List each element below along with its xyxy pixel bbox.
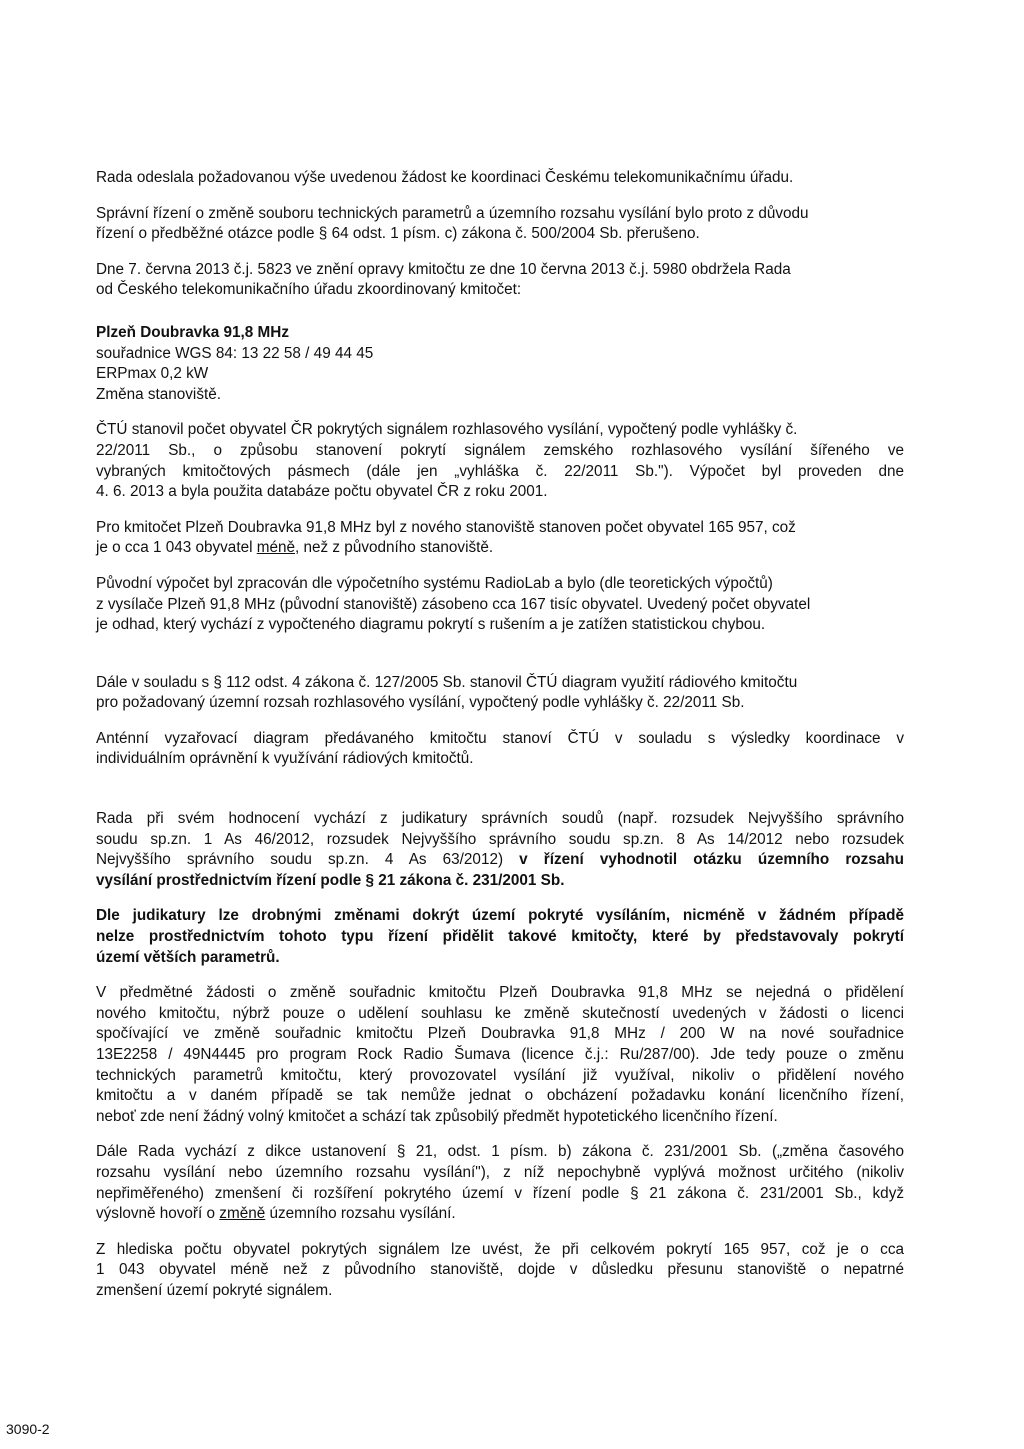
text-line: soudu sp.zn. 1 As 46/2012, rozsudek Nejvyššího správního soudu sp.zn. 8 As 14/2012 nebo rozsudek	[96, 830, 904, 848]
text-line: je odhad, který vychází z vypočteného diagramu pokrytí s rušením a je zatížen statistickou chybou.	[96, 616, 766, 634]
paragraph-population-calc	[96, 420, 904, 502]
paragraph-case-law	[96, 809, 904, 891]
text-line: rozsahu vysílání nebo územního rozsahu vysílání"), z níž nepochybně vyplývá možnost určitého (nikoliv	[96, 1163, 904, 1181]
text-line: Dle judikatury lze drobnými změnami dokrýt území pokryté vysíláním, nicméně v žádném případě	[96, 907, 904, 925]
station-name: Plzeň Doubravka 91,8 MHz	[96, 323, 289, 341]
paragraph-coverage-conclusion	[96, 1240, 904, 1302]
paragraph-antenna-diagram	[96, 729, 904, 770]
station-change: Změna stanoviště.	[96, 385, 221, 403]
paragraph-proceedings-interrupted	[96, 204, 904, 245]
station-erp: ERPmax 0,2 kW	[96, 365, 209, 383]
paragraph-original-calc	[96, 574, 904, 636]
text-line: kmitočtu a v daném případě se tak nemůže jednat o obcházení požadavku konání licenčního řízení,	[96, 1087, 904, 1105]
paragraph-case-law-conclusion	[96, 906, 904, 968]
text-line: vybraných kmitočtových pásmech (dále jen „vyhláška č. 22/2011 Sb."). Výpočet byl proveden dne	[96, 462, 904, 480]
text-line: technických parametrů kmitočtu, který provozovatel vysílání již využíval, nikoliv o přidělení nového	[96, 1066, 904, 1084]
text-line: nového kmitočtu, nýbrž pouze o udělení souhlasu ke změně skutečností uvedených v žádosti o licenci	[96, 1004, 904, 1022]
text-line: vysílání prostřednictvím řízení podle § 21 zákona č. 231/2001 Sb.	[96, 871, 565, 889]
text-line: Rada při svém hodnocení vychází z judikatury správních soudů (např. rozsudek Nejvyššího správního	[96, 810, 904, 828]
underlined-word: méně	[256, 539, 295, 557]
text-line: individuálním oprávnění k využívání rádiových kmitočtů.	[96, 750, 474, 768]
station-coords: souřadnice WGS 84: 13 22 58 / 49 44 45	[96, 344, 374, 362]
text-line: 1 043 obyvatel méně než z původního stanoviště, dojde v důsledku přesunu stanoviště o nepatrné	[96, 1261, 904, 1279]
underlined-word: změně	[219, 1205, 266, 1223]
text-line: spočívající ve změně souřadnic kmitočtu Plzeň Doubravka 91,8 MHz / 200 W na nové souřadnice	[96, 1025, 904, 1043]
text-line: z vysílače Plzeň 91,8 MHz (původní stanoviště) zásobeno cca 167 tisíc obyvatel. Uvedený počet obyvatel	[96, 595, 811, 613]
text-line: území větších parametrů.	[96, 948, 280, 966]
text-line: Anténní vyzařovací diagram předávaného kmitočtu stanoví ČTÚ v souladu s výsledky koordinace v	[96, 729, 904, 747]
station-block	[96, 323, 904, 405]
text-line: je o cca 1 043 obyvatel méně, než z původního stanoviště.	[96, 539, 494, 557]
text-line: neboť zde není žádný volný kmitočet a schází tak způsobilý předmět hypotetického licenčního řízení.	[96, 1107, 778, 1125]
text-line: Správní řízení o změně souboru technických parametrů a územního rozsahu vysílání bylo proto z důvodu	[96, 204, 809, 222]
paragraph-provision	[96, 1142, 904, 1224]
text-line: Nejvyššího správního soudu sp.zn. 4 As 63/2012) v řízení vyhodnotil otázku územního rozsahu	[96, 851, 904, 869]
text-line: Dne 7. června 2013 č.j. 5823 ve znění opravy kmitočtu ze dne 10 června 2013 č.j. 5980 obdržela Rada	[96, 260, 791, 278]
paragraph-submission	[96, 168, 904, 189]
text-line: pro požadovaný územní rozsah rozhlasového vysílání, vypočtený podle vyhlášky č. 22/2011 Sb.	[96, 694, 745, 712]
paragraph-new-population	[96, 518, 904, 559]
text-line: výslovně hovoří o změně územního rozsahu vysílání.	[96, 1205, 456, 1223]
text-line: 13E2258 / 49N4445 pro program Rock Radio Šumava (licence č.j.: Ru/287/00). Jde tedy pouze o změnu	[96, 1046, 904, 1063]
text-line: Dále Rada vychází z dikce ustanovení § 21, odst. 1 písm. b) zákona č. 231/2001 Sb. („změna časového	[96, 1143, 904, 1161]
text-line: řízení o předběžné otázce podle § 64 odst. 1 písm. c) zákona č. 500/2004 Sb. přerušeno.	[96, 225, 700, 243]
paragraph-usage-diagram	[96, 673, 904, 714]
text-line: Z hlediska počtu obyvatel pokrytých signálem lze uvést, že při celkovém pokrytí 165 957, což je o cca	[96, 1240, 904, 1258]
paragraph-subject-request	[96, 983, 904, 1127]
text-line: nelze prostřednictvím tohoto typu řízení přidělit takové kmitočty, které by představovaly pokrytí	[96, 928, 904, 946]
text-line: 22/2011 Sb., o způsobu stanovení pokrytí signálem zemského rozhlasového vysílání šířeného ve	[96, 441, 904, 459]
text-line: zmenšení území pokryté signálem.	[96, 1281, 333, 1299]
text-line: Dále v souladu s § 112 odst. 4 zákona č. 127/2005 Sb. stanovil ČTÚ diagram využití rádiového kmitočtu	[96, 673, 798, 691]
text-line: nepřiměřeného) zmenšení či rozšíření pokrytého území v řízení podle § 21 zákona č. 231/2001 Sb., když	[96, 1184, 904, 1202]
paragraph-ctu-frequency	[96, 260, 904, 301]
document-body	[96, 168, 904, 1317]
text-line: V předmětné žádosti o změně souřadnic kmitočtu Plzeň Doubravka 91,8 MHz se nejedná o přidělení	[96, 984, 904, 1002]
text-line: ČTÚ stanovil počet obyvatel ČR pokrytých signálem rozhlasového vysílání, vypočtený podle vyhlášky č.	[96, 421, 798, 439]
page-number: 3090-2	[6, 1421, 50, 1437]
text-line: Původní výpočet byl zpracován dle výpočetního systému RadioLab a bylo (dle teoretických výpočtů)	[96, 574, 773, 592]
text-line: Pro kmitočet Plzeň Doubravka 91,8 MHz byl z nového stanoviště stanoven počet obyvatel 165 957, což	[96, 518, 796, 536]
text-line: od Českého telekomunikačního úřadu zkoordinovaný kmitočet:	[96, 281, 522, 299]
text-line: Rada odeslala požadovanou výše uvedenou žádost ke koordinaci Českému telekomunikačnímu úřadu.	[96, 169, 794, 186]
text-line: 4. 6. 2013 a byla použita databáze počtu obyvatel ČR z roku 2001.	[96, 483, 548, 501]
